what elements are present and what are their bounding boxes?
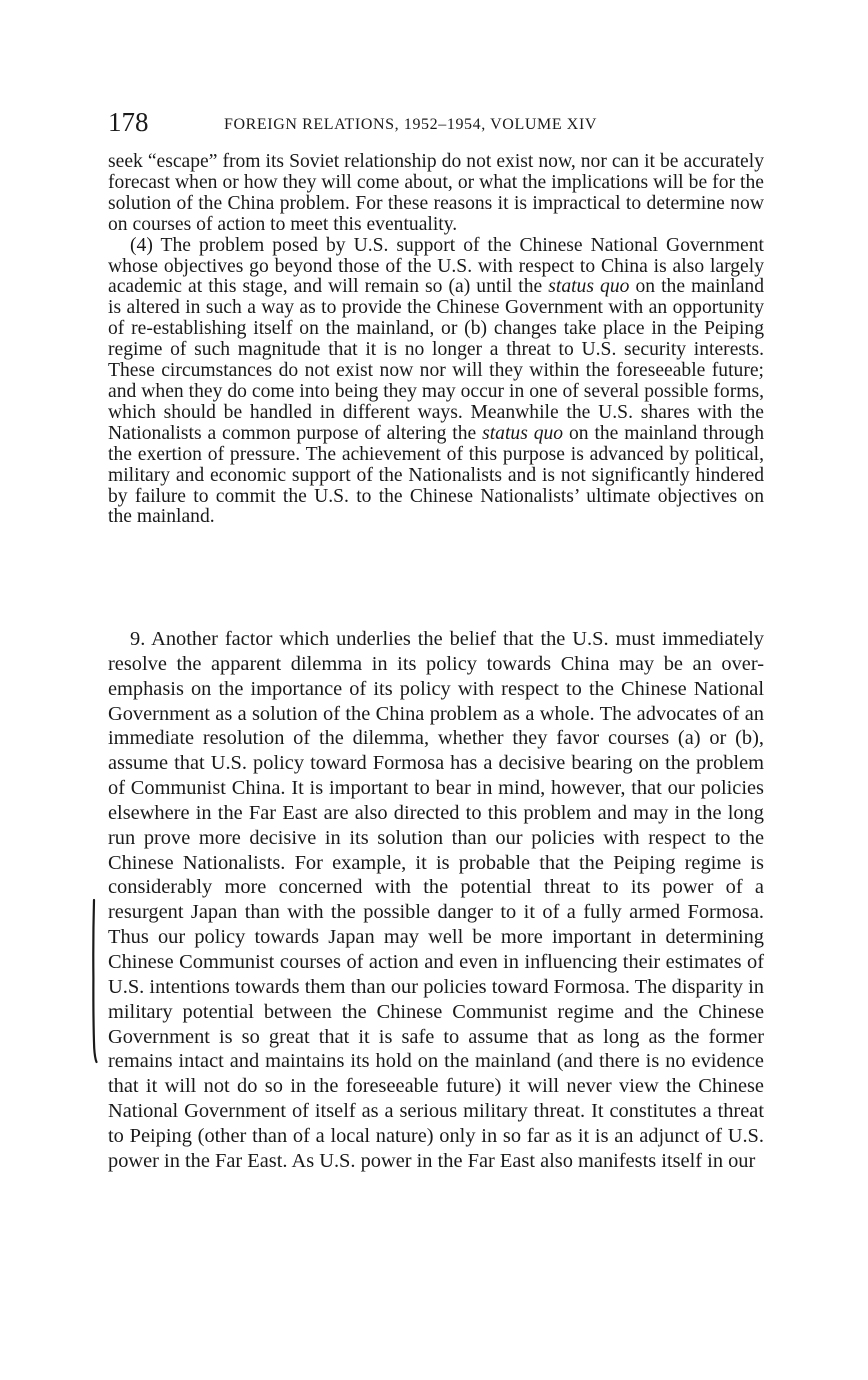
paragraph-4 (108, 236, 764, 529)
paragraph-continuation: seek “escape” from its Soviet relationship do not exist now, nor can it be accurately forecast when or how they will come about, or what the implications will be for the solution of the China problem. For these reasons it is impractical to determine now on courses of action to meet this eventuality. (108, 151, 764, 235)
paragraph-4-emphasis-1: status quo (548, 276, 630, 298)
paragraph-4-part-3: on the mainland through the exertion of pressure. The achievement of this purpose is advanced by political, military and economic support of the Nationalists and is not significantly hindered by failure to commit the U.S. to the Chinese Nationalists’ ultimate objectives on the mainland. (108, 422, 764, 528)
paragraph-4-part-2: on the mainland is altered in such a way as to provide the Chinese Government with an opportunity of re-establishing itself on the mainland, or (b) changes take place in the Peiping regime of such magnitude that it is no longer a threat to U.S. security interests. These circumstances do not exist now nor will they within the foreseeable future; and when they do come into being they may occur in one of several possible forms, which should be handled in different ways. Meanwhile the U.S. shares with the Nationalists a common purpose of altering the (108, 276, 764, 444)
running-head: FOREIGN RELATIONS, 1952–1954, VOLUME XIV (224, 116, 598, 133)
upper-text-block (108, 152, 764, 528)
lower-text-block (108, 627, 764, 1174)
paragraph-4-emphasis-2: status quo (482, 422, 564, 444)
page-number: 178 (108, 107, 149, 137)
margin-mark-line (90, 898, 98, 1064)
paragraph-4-part-1: (4) The problem posed by U.S. support of the Chinese National Government whose objectives go beyond those of the U.S. with respect to China is also largely academic at this stage, and will remain so (a) until the (108, 234, 764, 298)
page-header (108, 106, 764, 146)
paragraph-9: 9. Another factor which underlies the belief that the U.S. must immediately resolve the apparent dilemma in its policy towards China may be an over-emphasis on the importance of its policy with respect to the Chinese National Government as a solution of the China problem as a whole. The advocates of an immediate resolution of the dilemma, whether they favor courses (a) or (b), assume that U.S. policy toward Formosa has a decisive bearing on the problem of Communist China. It is important to bear in mind, however, that our policies elsewhere in the Far East are also directed to this problem and may in the long run prove more decisive in its solution than our policies with respect to the Chinese Nationalists. For example, it is probable that the Peiping regime is considerably more concerned with the potential threat to its power of a resurgent Japan than with the possible danger to it of a fully armed Formosa. Thus our policy towards Japan may well be more important in determining Chinese Communist courses of action and even in influencing their estimates of U.S. intentions towards them than our policies toward Formosa. The disparity in military potential between the Chinese Communist regime and the Chinese Government is so great that it is safe to assume that as long as the former remains intact and maintains its hold on the mainland (and there is no evidence that it will not do so in the foreseeable future) it will never view the Chinese National Government of itself as a serious military threat. It constitutes a threat to Peiping (other than of a local nature) only in so far as it is an adjunct of U.S. power in the Far East. As U.S. power in the Far East also manifests itself in our (108, 628, 764, 1172)
